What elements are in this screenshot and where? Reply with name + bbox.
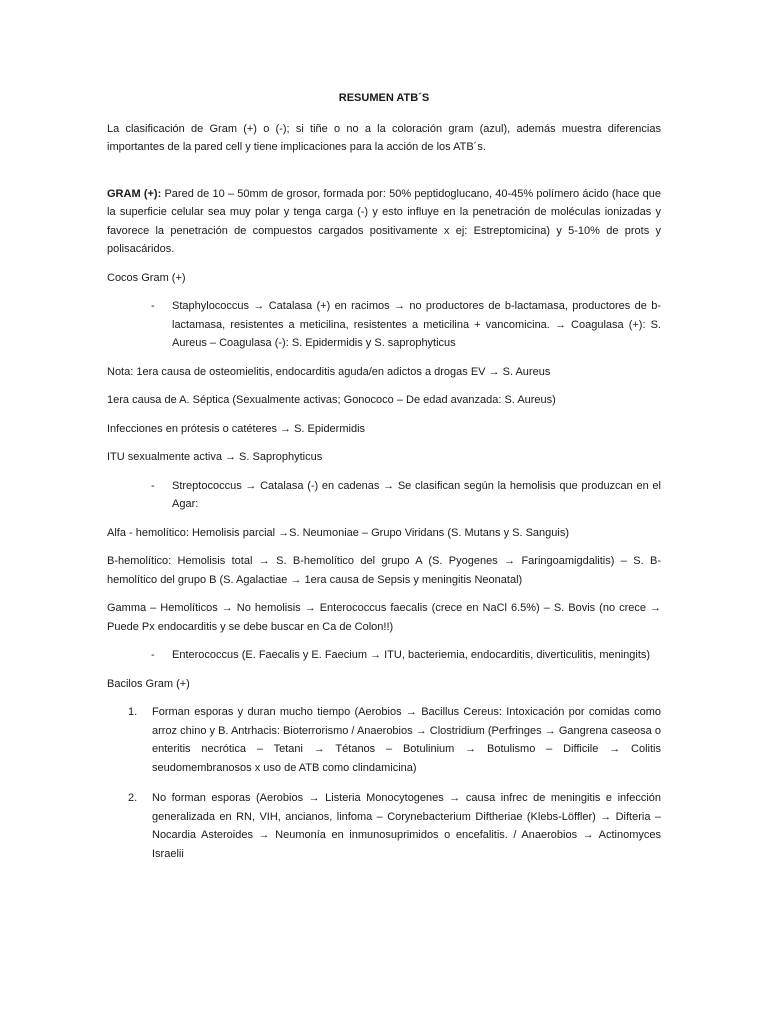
note-itu: ITU sexualmente activa → S. Saprophyticus — [107, 451, 323, 463]
enterococcus-text: Enterococcus (E. Faecalis y E. Faecium → ITU, bacteriemia, endocarditis, diverticulitis, meningits) — [172, 649, 651, 661]
gram-positive-label: GRAM (+): — [107, 187, 162, 200]
bacilos-esporas-text: Forman esporas y duran mucho tiempo (Aerobios → Bacillus Cereus: Intoxicación por comidas como arroz chino y B. Antrhacis: Bioterrorismo / Anaerobios → Clostridium (Perfringes → Gangrena caseosa o enteritis necrótica – Tetani → Tétanos – Botulinium → Botulismo – Difficile → Colitis seudomembranosos x uso de ATB como clindamicina) — [152, 706, 661, 774]
list-number: 1. — [128, 706, 138, 718]
gram-positive-paragraph — [107, 185, 661, 259]
staphylococcus-text: Staphylococcus → Catalasa (+) en racimos → no productores de b-lactamasa, productores de b-lactamasa, resistentes a meticilina, resistentes a meticilina + vancomicina. → Coagulasa (+): S. Aureus – Coagulasa (-): S. Epidermidis y S. saprophyticus — [172, 300, 661, 349]
alfa-hemolitico: Alfa - hemolítico: Hemolisis parcial →S. Neumoniae – Grupo Viridans (S. Mutans y S. Sanguis) — [107, 526, 569, 539]
staphylococcus-item — [107, 297, 661, 353]
streptococcus-item — [107, 477, 661, 514]
dash-marker: - — [151, 649, 155, 661]
gamma-hemolitico: Gamma – Hemolíticos → No hemolisis → Enterococcus faecalis (crece en NaCl 6.5%) – S. Bovis (no crece → Puede Px endocarditis y se debe buscar en Ca de Colon!!) — [107, 602, 661, 633]
list-number: 2. — [128, 792, 138, 804]
document-title: RESUMEN ATB´S — [338, 92, 430, 104]
dash-marker: - — [151, 479, 155, 492]
bacilos-no-esporas-text: No forman esporas (Aerobios → Listeria Monocytogenes → causa infrec de meningitis e infección generalizada en RN, VIH, ancianos, linfoma – Corynebacterium Diftheriae (Klebs-Löffler) → Difteria – Nocardia Asteroides → Neumonía en inmunosuprimidos o encefalitis. / Anaerobios → Actinomyces Israelii — [152, 792, 661, 860]
blank-line — [107, 167, 661, 185]
enterococcus-item — [107, 646, 661, 665]
note-artritis-septica: 1era causa de A. Séptica (Sexualmente activas; Gonococo – De edad avanzada: S. Aureus) — [107, 394, 556, 406]
streptococcus-text: Streptococcus → Catalasa (-) en cadenas → Se clasifican según la hemolisis que produzcan en el Agar: — [172, 479, 661, 510]
intro-paragraph: La clasificación de Gram (+) o (-); si tiñe o no a la coloración gram (azul), además muestra diferencias importantes de la pared cell y tiene implicaciones para la acción de los ATB´s. — [107, 122, 661, 153]
bacilos-item-no-esporas — [107, 789, 661, 863]
note-protesis: Infecciones en prótesis o catéteres → S. Epidermidis — [107, 422, 366, 435]
beta-hemolitico: B-hemolítico: Hemolisis total → S. B-hemolítico del grupo A (S. Pyogenes → Faringoamigdalitis) – S. B-hemolítico del grupo B (S. Agalactiae → 1era causa de Sepsis y meningitis Neonatal) — [107, 555, 661, 586]
cocos-heading: Cocos Gram (+) — [107, 271, 186, 284]
note-osteomielitis: Nota: 1era causa de osteomielitis, endocarditis aguda/en adictos a drogas EV → S. Aureus — [107, 365, 551, 378]
document-body — [107, 89, 661, 875]
bacilos-heading: Bacilos Gram (+) — [107, 677, 190, 690]
bacilos-item-esporas — [107, 703, 661, 777]
dash-marker: - — [151, 300, 155, 312]
gram-positive-text: Pared de 10 – 50mm de grosor, formada por: 50% peptidoglucano, 40-45% polímero ácido (hace que la superficie celular sea muy polar y tenga carga (-) y esto influye en la penetración de moléculas ionizadas y favorece la penetración de compuestos cargados positivamente x ej: Estreptomicina) y 5-10% de prots y polisacáridos. — [107, 187, 661, 255]
